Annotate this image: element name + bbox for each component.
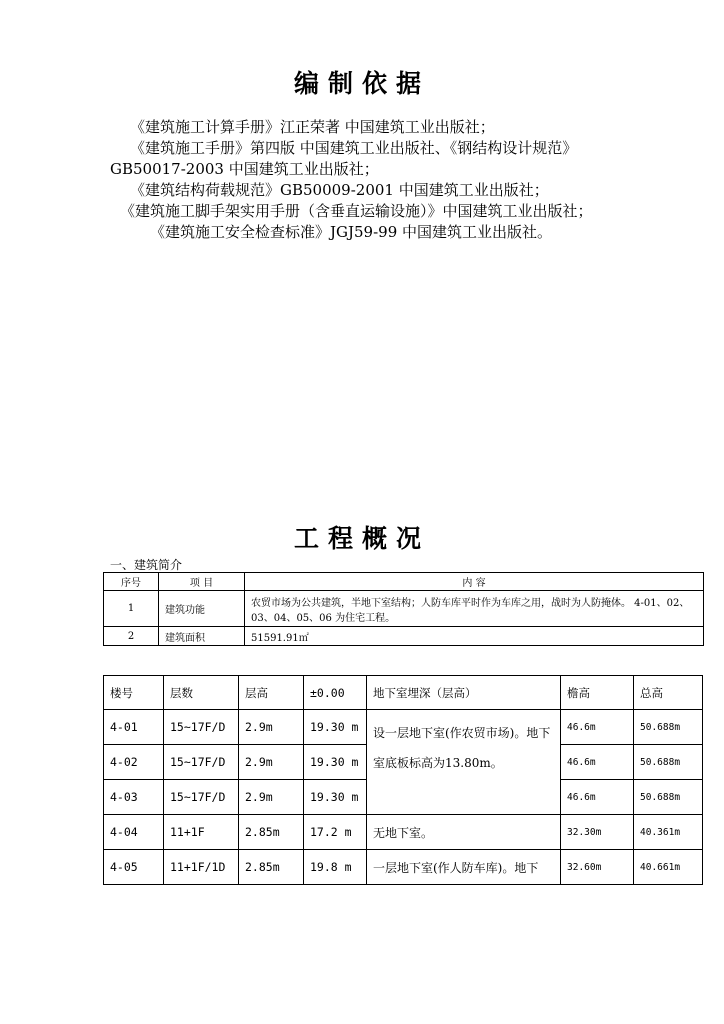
reference-item: 《建筑施工手册》第四版 中国建筑工业出版社、《钢结构设计规范》GB50017-2003 中国建筑工业出版社；	[110, 139, 578, 178]
table-cell: 50.688m	[634, 780, 703, 815]
table-cell: 建筑面积	[159, 627, 245, 646]
table-cell: 2.85m	[239, 815, 304, 850]
table-header-row	[104, 676, 703, 710]
table-cell: 40.361m	[634, 815, 703, 850]
page-title-overview: 工程概况	[293, 524, 430, 553]
table-cell: 建筑功能	[159, 591, 245, 627]
header-cell: 地下室埋深（层高）	[367, 676, 561, 710]
table-cell: 2	[104, 627, 159, 646]
reference-item: 《建筑施工脚手架实用手册（含垂直运输设施）》中国建筑工业出版社；	[120, 202, 593, 220]
header-cell: 层高	[239, 676, 304, 710]
header-cell: 楼号	[104, 676, 164, 710]
table-cell: 4-05	[104, 850, 164, 885]
reference-item: 《建筑施工安全检查标准》JGJ59-99 中国建筑工业出版社。	[150, 223, 553, 241]
table-cell: 4-01	[104, 710, 164, 745]
table-cell: 4-03	[104, 780, 164, 815]
table-cell: 2.9m	[239, 780, 304, 815]
table-cell: 46.6m	[561, 745, 634, 780]
table-row	[104, 850, 703, 885]
table-cell: 17.2 m	[304, 815, 367, 850]
header-cell: ±0.00	[304, 676, 367, 710]
table-cell: 32.60m	[561, 850, 634, 885]
table-row	[104, 591, 704, 627]
table-cell: 46.6m	[561, 710, 634, 745]
table-cell: 11+1F	[164, 815, 239, 850]
header-cell: 内 容	[245, 573, 704, 591]
header-cell: 层数	[164, 676, 239, 710]
reference-list	[110, 117, 620, 243]
section-heading: 一、建筑简介	[110, 558, 183, 572]
table-cell: 19.30 m	[304, 710, 367, 745]
table-cell: 19.30 m	[304, 780, 367, 815]
table-cell: 一层地下室(作人防车库)。地下	[367, 850, 561, 885]
table-cell: 2.85m	[239, 850, 304, 885]
table-cell: 11+1F/1D	[164, 850, 239, 885]
table-cell: 50.688m	[634, 710, 703, 745]
building-details-table	[103, 675, 703, 885]
table-cell: 15~17F/D	[164, 780, 239, 815]
table-header-row	[104, 573, 704, 591]
page-title-basis: 编制依据	[293, 69, 430, 98]
table-cell: 农贸市场为公共建筑，半地下室结构；人防车库平时作为车库之用，战时为人防掩体。 4-01、02、03、04、05、06 为住宅工程。	[245, 591, 704, 627]
table-cell: 4-04	[104, 815, 164, 850]
table-cell: 46.6m	[561, 780, 634, 815]
header-cell: 序号	[104, 573, 159, 591]
table-cell: 40.661m	[634, 850, 703, 885]
table-cell: 4-02	[104, 745, 164, 780]
building-summary-table	[103, 572, 704, 646]
header-cell: 檐高	[561, 676, 634, 710]
table-cell: 51591.91㎡	[245, 627, 704, 646]
table-cell: 15~17F/D	[164, 710, 239, 745]
table-row	[104, 627, 704, 646]
table-row	[104, 815, 703, 850]
table-cell: 15~17F/D	[164, 745, 239, 780]
table-cell: 19.30 m	[304, 745, 367, 780]
reference-item: 《建筑结构荷载规范》GB50009-2001 中国建筑工业出版社；	[130, 181, 549, 199]
table-cell: 无地下室。	[367, 815, 561, 850]
table-row	[104, 710, 703, 745]
table-cell: 2.9m	[239, 710, 304, 745]
table-cell-basement-merged: 设一层地下室(作农贸市场)。地下室底板标高为13.80m。	[367, 710, 561, 815]
table-cell: 19.8 m	[304, 850, 367, 885]
table-cell: 32.30m	[561, 815, 634, 850]
header-cell: 总高	[634, 676, 703, 710]
table-cell: 1	[104, 591, 159, 627]
table-cell: 50.688m	[634, 745, 703, 780]
header-cell: 项 目	[159, 573, 245, 591]
reference-item: 《建筑施工计算手册》江正荣著 中国建筑工业出版社；	[130, 118, 495, 136]
table-cell: 2.9m	[239, 745, 304, 780]
